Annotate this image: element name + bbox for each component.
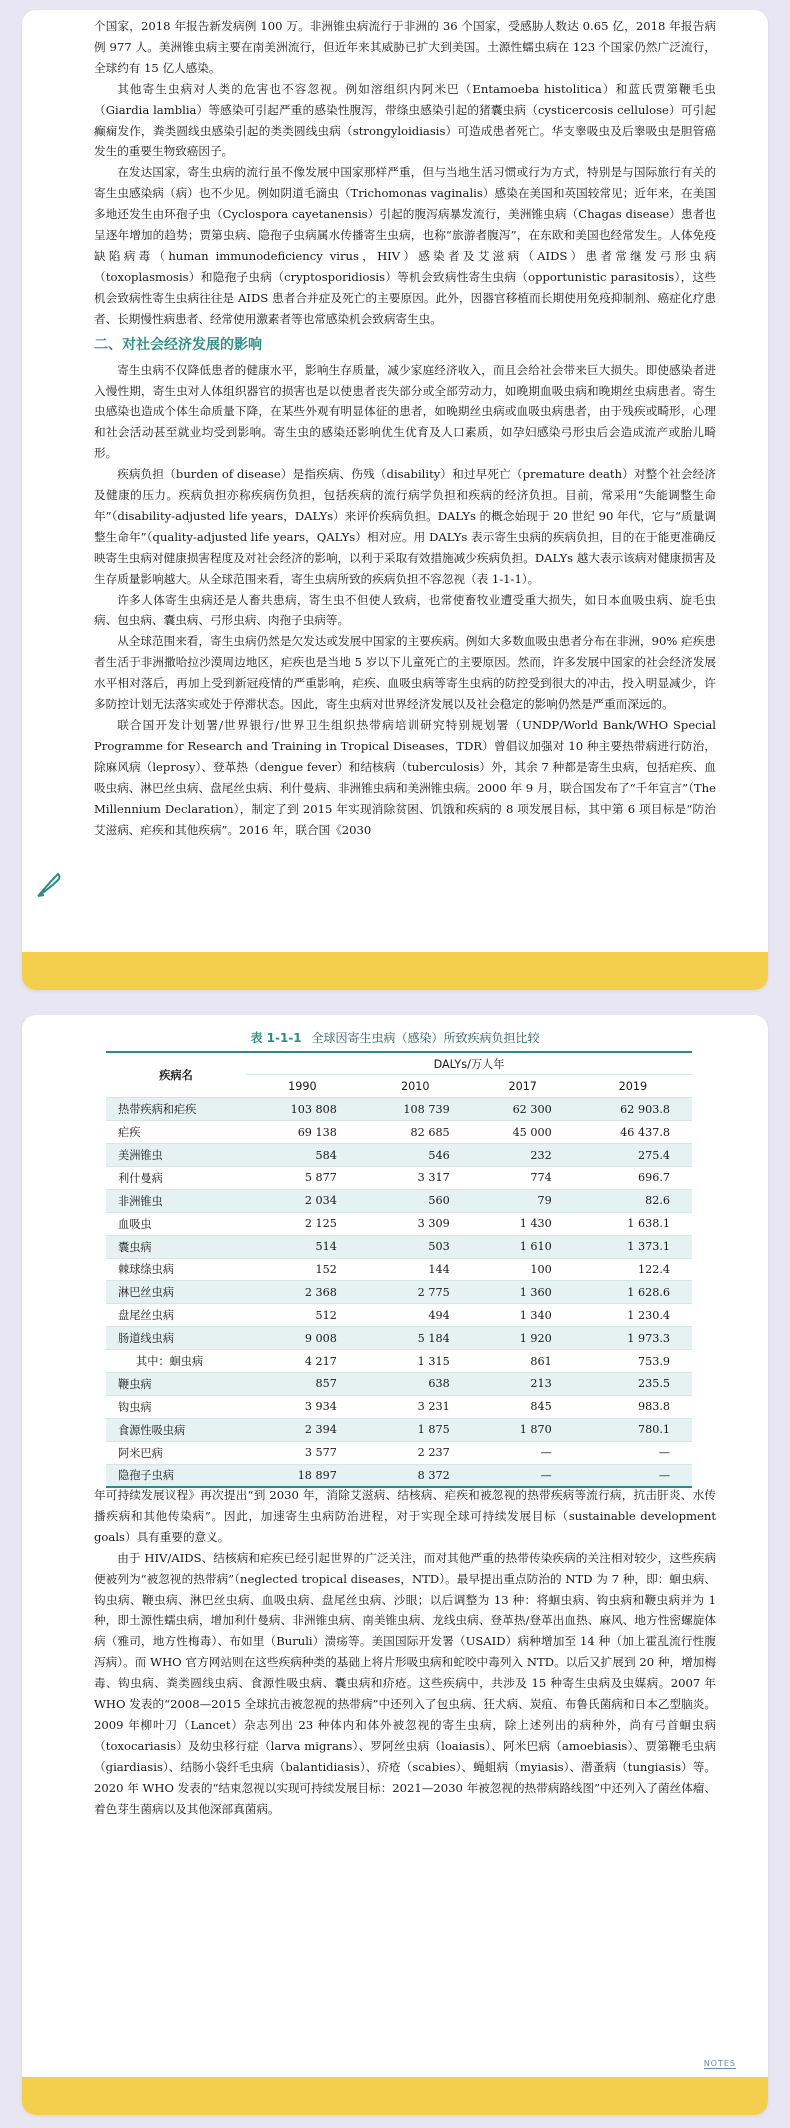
paragraph: 疾病负担（burden of disease）是指疾病、伤残（disability）和过早死亡（premature death）对整个社会经济及健康的压力。疾病负担亦称疾病伤负担，包括疾病的流行病学负担和疾病的经济负担。目前，常采用“失能调整生命年”（disability-adjusted life years，DALYs）来评价疾病负担。DALYs 的概念始现于 20 世纪 90 年代，它与“质量调整生命年”（quality-adjusted life years，QALYs）相对应。用 DALYs 表示寄生虫病的疾病负担，目的在于能更准确反映寄生虫病对健康损害程度及对社会经济的影响，以利于采取有效措施减少疾病负担。DALYs 越大表示该病对健康损害及生存质量影响越大。从全球范围来看，寄生虫病所致的疾病负担不容忽视（表 1-1-1）。: [94, 467, 716, 586]
dalys-value: 1 973.3: [574, 1327, 692, 1350]
dalys-value: 1 373.1: [574, 1235, 692, 1258]
table-row: [106, 1395, 692, 1418]
table-row: [106, 1372, 692, 1395]
dalys-value: 1 870: [472, 1418, 574, 1441]
dalys-value: 103 808: [246, 1098, 359, 1121]
table-row: [106, 1212, 692, 1235]
dalys-value: 108 739: [359, 1098, 472, 1121]
pen-icon: [34, 870, 64, 900]
table-row: [106, 1304, 692, 1327]
dalys-value: 18 897: [246, 1464, 359, 1487]
table-row: [106, 1166, 692, 1189]
paragraph: 联合国开发计划署/世界银行/世界卫生组织热带病培训研究特别规划署（UNDP/World Bank/WHO Special Programme for Research and Training in Tropical Diseases，TDR）曾倡议加强对 10 种主要热带病进行防治，除麻风病（leprosy）、登革热（dengue fever）和结核病（tuberculosis）外，其余 7 种都是寄生虫病，包括疟疾、血吸虫病、淋巴丝虫病、盘尾丝虫病、利什曼病、非洲锥虫病和美洲锥虫病。2000 年 9 月，联合国发布了“千年宣言”（The Millennium Declaration），制定了到 2015 年实现消除贫困、饥饿和疾病的 8 项发展目标，其中第 6 项目标是“防治艾滋病、疟疾和其他疾病”。2016 年，联合国《2030: [94, 718, 716, 837]
dalys-value: 232: [472, 1144, 574, 1167]
disease-name: 阿米巴病: [106, 1441, 246, 1464]
year-header: 2019: [574, 1075, 692, 1098]
dalys-value: 1 360: [472, 1281, 574, 1304]
dalys-value: 235.5: [574, 1372, 692, 1395]
disease-burden-table: [106, 1051, 692, 1488]
dalys-value: 861: [472, 1350, 574, 1373]
disease-name: 钩虫病: [106, 1395, 246, 1418]
table-row: [106, 1258, 692, 1281]
row-header: 疾病名: [106, 1052, 246, 1098]
table-row: [106, 1281, 692, 1304]
table-row: [106, 1235, 692, 1258]
dalys-value: 3 309: [359, 1212, 472, 1235]
dalys-value: 1 315: [359, 1350, 472, 1373]
dalys-value: 983.8: [574, 1395, 692, 1418]
dalys-value: —: [472, 1441, 574, 1464]
disease-name: 盘尾丝虫病: [106, 1304, 246, 1327]
table-row: [106, 1327, 692, 1350]
dalys-value: 4 217: [246, 1350, 359, 1373]
page-1: [22, 10, 768, 990]
dalys-value: 2 125: [246, 1212, 359, 1235]
table-number: 表 1-1-1: [250, 1031, 302, 1045]
notes-tag: NOTES: [703, 2059, 736, 2068]
paragraph: 寄生虫病不仅降低患者的健康水平，影响生存质量，减少家庭经济收入，而且会给社会带来巨大损失。即使感染者进入慢性期，寄生虫对人体组织器官的损害也是以使患者丧失部分或全部劳动力，如晚期血吸虫病和晚期丝虫病患者。寄生虫感染也造成个体生命质量下降，在某些外观有明显体征的患者，如晚期丝虫病或血吸虫病患者，由于残疾或畸形，心理和社会活动甚至就业均受到影响。寄生虫的感染还影响优生优育及人口素质，如孕妇感染弓形虫后会造成流产或胎儿畸形。: [94, 362, 716, 461]
dalys-value: —: [472, 1464, 574, 1487]
year-header: 2010: [359, 1075, 472, 1098]
dalys-value: 45 000: [472, 1121, 574, 1144]
dalys-value: 2 775: [359, 1281, 472, 1304]
dalys-value: 3 231: [359, 1395, 472, 1418]
disease-name: 利什曼病: [106, 1166, 246, 1189]
dalys-value: 1 638.1: [574, 1212, 692, 1235]
dalys-value: 3 577: [246, 1441, 359, 1464]
table-row: [106, 1441, 692, 1464]
dalys-value: 3 934: [246, 1395, 359, 1418]
dalys-value: 560: [359, 1189, 472, 1212]
dalys-value: 512: [246, 1304, 359, 1327]
dalys-value: 122.4: [574, 1258, 692, 1281]
footer-band: [22, 952, 768, 990]
paragraphs-before-heading: [94, 16, 716, 330]
dalys-value: 494: [359, 1304, 472, 1327]
table-row: [106, 1350, 692, 1373]
dalys-value: 514: [246, 1235, 359, 1258]
disease-name: 鞭虫病: [106, 1372, 246, 1395]
table-row: [106, 1098, 692, 1121]
paragraphs: [94, 1485, 716, 1820]
dalys-value: 1 610: [472, 1235, 574, 1258]
dalys-value: 503: [359, 1235, 472, 1258]
disease-name: 疟疾: [106, 1121, 246, 1144]
table-row: [106, 1189, 692, 1212]
table-caption: [22, 1029, 768, 1046]
unit-header: DALYs/万人年: [246, 1052, 692, 1075]
dalys-value: 1 230.4: [574, 1304, 692, 1327]
disease-name: 隐孢子虫病: [106, 1464, 246, 1487]
dalys-value: 152: [246, 1258, 359, 1281]
paragraph: 许多人体寄生虫病还是人畜共患病，寄生虫不但使人致病，也常使畜牧业遭受重大损失，如日本血吸虫病、旋毛虫病、包虫病、囊虫病、弓形虫病、肉孢子虫病等。: [94, 592, 716, 628]
disease-name: 其中：蛔虫病: [106, 1350, 246, 1373]
dalys-value: 275.4: [574, 1144, 692, 1167]
paragraph: 从全球范围来看，寄生虫病仍然是欠发达或发展中国家的主要疾病。例如大多数血吸虫患者分布在非洲，90% 疟疾患者生活于非洲撒哈拉沙漠周边地区，疟疾也是当地 5 岁以下儿童死亡的主要原因。然而，许多发展中国家的社会经济发展水平相对落后，再加上受到新冠疫情的严重影响，疟疾、血吸虫病等寄生虫病的防控受到很大的冲击，投入明显减少，许多防控计划无法落实或处于停滞状态。因此，寄生虫病对世界经济发展以及社会稳定的影响仍然是严重而深远的。: [94, 634, 716, 712]
table-title: 全球因寄生虫病（感染）所致疾病负担比较: [311, 1031, 540, 1045]
dalys-value: 69 138: [246, 1121, 359, 1144]
dalys-value: 82.6: [574, 1189, 692, 1212]
disease-name: 棘球绦虫病: [106, 1258, 246, 1281]
dalys-value: 82 685: [359, 1121, 472, 1144]
paragraph: 年可持续发展议程》再次提出“到 2030 年，消除艾滋病、结核病、疟疾和被忽视的热带疾病等流行病，抗击肝炎、水传播疾病和其他传染病”。因此，加速寄生虫病防治进程，对于实现全球可持续发展目标（sustainable development goals）具有重要的意义。: [94, 1488, 716, 1544]
page-1-content: [94, 16, 716, 840]
dalys-value: 1 875: [359, 1418, 472, 1441]
disease-name: 囊虫病: [106, 1235, 246, 1258]
paragraph: 个国家，2018 年报告新发病例 100 万。非洲锥虫病流行于非洲的 36 个国家，受感胁人数达 0.65 亿，2018 年报告病例 977 人。美洲锥虫病主要在南美洲流行，但近年来其威胁已扩大到美国。土源性蠕虫病在 123 个国家仍然广泛流行，全球约有 15 亿人感染。: [94, 19, 716, 75]
dalys-value: 857: [246, 1372, 359, 1395]
dalys-value: 213: [472, 1372, 574, 1395]
dalys-value: 1 340: [472, 1304, 574, 1327]
page-2: [22, 1015, 768, 2115]
disease-name: 非洲锥虫: [106, 1189, 246, 1212]
dalys-value: —: [574, 1441, 692, 1464]
dalys-value: 780.1: [574, 1418, 692, 1441]
year-header: 1990: [246, 1075, 359, 1098]
page-2-content: [94, 1485, 716, 1820]
table-row: [106, 1464, 692, 1487]
dalys-value: 3 317: [359, 1166, 472, 1189]
dalys-value: 144: [359, 1258, 472, 1281]
disease-name: 肠道线虫病: [106, 1327, 246, 1350]
year-header: 2017: [472, 1075, 574, 1098]
table-row: [106, 1121, 692, 1144]
dalys-value: 2 394: [246, 1418, 359, 1441]
dalys-value: 46 437.8: [574, 1121, 692, 1144]
dalys-value: 100: [472, 1258, 574, 1281]
dalys-value: 9 008: [246, 1327, 359, 1350]
dalys-value: 62 300: [472, 1098, 574, 1121]
paragraph: 在发达国家，寄生虫病的流行虽不像发展中国家那样严重，但与当地生活习惯或行为方式，特别是与国际旅行有关的寄生虫感染病（病）也不少见。例如阴道毛滴虫（Trichomonas vaginalis）感染在美国和英国较常见；近年来，在美国多地还发生由环孢子虫（Cyclospora cayetanensis）引起的腹泻病暴发流行，美洲锥虫病（Chagas disease）患者也呈逐年增加的趋势；贾第虫病、隐孢子虫病属水传播寄生虫病，也称“旅游者腹泻”，在东欧和美国也经常发生。人体免疫缺陷病毒（human immunodeficiency virus，HIV）感染者及艾滋病（AIDS）患者常继发弓形虫病（toxoplasmosis）和隐孢子虫病（cryptosporidiosis）等机会致病性寄生虫病（opportunistic parasitosis），这些机会致病性寄生虫病往往是 AIDS 患者合并症及死亡的主要原因。此外，因器官移植而长期使用免疫抑制剂、癌症化疗患者、长期慢性病患者、经常使用激素者等也常感染机会致病寄生虫。: [94, 165, 716, 326]
section-heading: 二、对社会经济发展的影响: [94, 336, 262, 353]
dalys-value: 5 184: [359, 1327, 472, 1350]
dalys-value: 845: [472, 1395, 574, 1418]
dalys-value: 546: [359, 1144, 472, 1167]
disease-name: 热带疾病和疟疾: [106, 1098, 246, 1121]
dalys-value: 5 877: [246, 1166, 359, 1189]
dalys-value: 774: [472, 1166, 574, 1189]
disease-name: 美洲锥虫: [106, 1144, 246, 1167]
dalys-value: 62 903.8: [574, 1098, 692, 1121]
paragraphs-after-heading: [94, 360, 716, 841]
dalys-value: 696.7: [574, 1166, 692, 1189]
dalys-value: 638: [359, 1372, 472, 1395]
dalys-value: 2 368: [246, 1281, 359, 1304]
dalys-value: —: [574, 1464, 692, 1487]
dalys-value: 1 628.6: [574, 1281, 692, 1304]
disease-name: 食源性吸虫病: [106, 1418, 246, 1441]
dalys-value: 1 430: [472, 1212, 574, 1235]
paragraph: 由于 HIV/AIDS、结核病和疟疾已经引起世界的广泛关注，而对其他严重的热带传染疾病的关注相对较少，这些疾病便被列为“被忽视的热带病”（neglected tropical diseases，NTD）。最早提出重点防治的 NTD 为 7 种，即：蛔虫病、钩虫病、鞭虫病、淋巴丝虫病、血吸虫病、盘尾丝虫病、沙眼；以后调整为 13 种：将蛔虫病、钩虫病和鞭虫病并为 1 种，即土源性蠕虫病，增加利什曼病、非洲锥虫病、南美锥虫病、龙线虫病、登革热/登革出血热、麻风、地方性密螺旋体病（雅司，地方性梅毒）、布如里（Buruli）溃疡等。美国国际开发署（USAID）病种增加至 14 种（加上霍乱流行性腹泻病）。而 WHO 官方网站则在这些疾病种类的基础上将片形吸虫病和蛇咬中毒列入 NTD。以后又扩展到 20 种，增加梅毒、钩虫病、粪类圆线虫病、食源性吸虫病、囊虫病和疥疮。这些疾病中，共涉及 15 种寄生虫病及虫媒病。2007 年 WHO 发表的“2008—2015 全球抗击被忽视的热带病”中还列入了包虫病、狂犬病、炭疽、布鲁氏菌病和日本乙型脑炎。2009 年柳叶刀（Lancet）杂志列出 23 种体内和体外被忽视的寄生虫病，除上述列出的病种外，尚有弓首蛔虫病（toxocariasis）及幼虫移行症（larva migrans）、罗阿丝虫病（loaiasis）、阿米巴病（amoebiasis）、贾第鞭毛虫病（giardiasis）、结肠小袋纤毛虫病（balantidiasis）、疥疮（scabies）、蝇蛆病（myiasis）、潜蚤病（tungiasis）等。2020 年 WHO 发表的“结束忽视以实现可持续发展目标：2021—2030 年被忽视的热带病路线图”中还列入了菌丝体瘤、着色芽生菌病以及其他深部真菌病。: [94, 1550, 716, 1816]
dalys-value: 753.9: [574, 1350, 692, 1373]
footer-band: [22, 2077, 768, 2115]
dalys-value: 2 034: [246, 1189, 359, 1212]
disease-name: 淋巴丝虫病: [106, 1281, 246, 1304]
dalys-value: 8 372: [359, 1464, 472, 1487]
table-row: [106, 1144, 692, 1167]
dalys-value: 2 237: [359, 1441, 472, 1464]
dalys-value: 584: [246, 1144, 359, 1167]
paragraph: 其他寄生虫病对人类的危害也不容忽视。例如溶组织内阿米巴（Entamoeba histolitica）和蓝氏贾第鞭毛虫（Giardia lamblia）等感染可引起严重的感染性腹泻，带绦虫感染引起的猪囊虫病（cysticercosis cellulose）可引起癫痫发作，粪类圆线虫感染引起的类类圆线虫病（strongyloidiasis）可造成患者死亡。华支睾吸虫及后睾吸虫是胆管癌发生的重要生物致癌因子。: [94, 81, 716, 159]
dalys-value: 1 920: [472, 1327, 574, 1350]
dalys-value: 79: [472, 1189, 574, 1212]
table-row: [106, 1418, 692, 1441]
disease-name: 血吸虫: [106, 1212, 246, 1235]
